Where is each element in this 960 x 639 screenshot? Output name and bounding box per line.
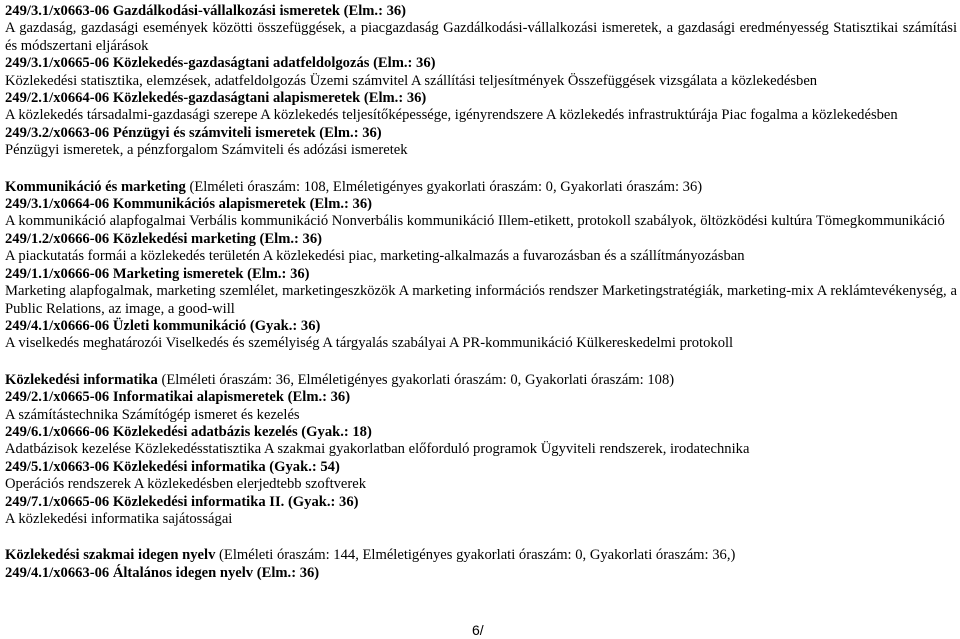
subject-description: A kommunikáció alapfogalmai Verbális kommunikáció Nonverbális kommunikáció Illem-etikett, protokoll szabályok, öltözködési kultúra Tömegkommunikáció [5, 213, 945, 230]
subject-heading: 249/3.1/x0663-06 Gazdálkodási-vállalkozási ismeretek (Elm.: 36) [5, 3, 407, 19]
subject-description: A piackutatás formái a közlekedés területén A közlekedési piac, marketing-alkalmazás a fuvarozásban és a szállítmányozásban [5, 248, 745, 265]
subject-description: A viselkedés meghatározói Viselkedés és személyiség A tárgyalás szabályai A PR-kommunikáció Külkereskedelmi protokoll [5, 335, 734, 352]
module-hours: (Elméleti óraszám: 36, Elméletigényes gyakorlati óraszám: 0, Gyakorlati óraszám: 108) [157, 371, 675, 388]
subject-heading: 249/1.1/x0666-06 Marketing ismeretek (Elm.: 36) [5, 265, 310, 282]
subject-heading: 249/7.1/x0665-06 Közlekedési informatika II. (Gyak.: 36) [5, 493, 359, 510]
subject-description: A gazdaság, gazdasági események közötti összefüggések, a piacgazdaság Gazdálkodási-vállalkozási ismeretek, a gazdasági eredményesség Statisztikai számítási és módszertani eljárások [5, 20, 957, 54]
module-hours: (Elméleti óraszám: 144, Elméletigényes gyakorlati óraszám: 0, Gyakorlati óraszám: 36,) [215, 547, 736, 564]
subject-description: Közlekedési statisztika, elemzések, adatfeldolgozás Üzemi számvitel A szállítási teljesítmények Összefüggések vizsgálata a közlekedésben [5, 72, 818, 89]
document-body [5, 3, 957, 582]
subject-heading: 249/3.2/x0663-06 Pénzügyi és számviteli ismeretek (Elm.: 36) [5, 124, 382, 141]
subject-description: Operációs rendszerek A közlekedésben elerjedtebb szoftverek [5, 476, 367, 493]
subject-heading: 249/4.1/x0663-06 Általános idegen nyelv (Elm.: 36) [5, 564, 320, 581]
module-heading [5, 547, 957, 564]
module-title: Kommunikáció és marketing [5, 178, 186, 195]
section-spacer [5, 160, 957, 179]
subject-heading: 249/1.2/x0666-06 Közlekedési marketing (Elm.: 36) [5, 230, 322, 247]
subject-description: A közlekedési informatika sajátosságai [5, 510, 233, 527]
subject-heading: 249/3.1/x0664-06 Kommunikációs alapismeretek (Elm.: 36) [5, 196, 372, 213]
subject-description: Pénzügyi ismeretek, a pénzforgalom Számviteli és adózási ismeretek [5, 142, 408, 159]
section-spacer [5, 353, 957, 372]
subject-description: A közlekedés társadalmi-gazdasági szerepe A közlekedés teljesítőképessége, igényrendszere A közlekedés infrastruktúrája Piac fogalma a közlekedésben [5, 107, 898, 124]
subject-heading: 249/2.1/x0665-06 Informatikai alapismeretek (Elm.: 36) [5, 389, 351, 406]
module-hours: (Elméleti óraszám: 108, Elméletigényes gyakorlati óraszám: 0, Gyakorlati óraszám: 36) [185, 178, 703, 195]
subject-heading: 249/3.1/x0665-06 Közlekedés-gazdaságtani adatfeldolgozás (Elm.: 36) [5, 55, 436, 72]
module-title: Közlekedési szakmai idegen nyelv [5, 547, 216, 564]
section-spacer [5, 528, 957, 547]
subject-description: A számítástechnika Számítógép ismeret és kezelés [5, 406, 300, 423]
module-heading [5, 372, 957, 389]
subject-description: Marketing alapfogalmak, marketing szemlélet, marketingeszközök A marketing információs rendszer Marketingstratégiák, marketing-mix A reklámtevékenység, a Public Relations, az image, a good-will [5, 283, 957, 317]
module-heading [5, 179, 957, 196]
subject-description: Adatbázisok kezelése Közlekedésstatisztika A szakmai gyakorlatban előforduló programok Ügyviteli rendszerek, irodatechnika [5, 441, 750, 458]
module-title: Közlekedési informatika [5, 371, 158, 388]
subject-heading: 249/2.1/x0664-06 Közlekedés-gazdaságtani alapismeretek (Elm.: 36) [5, 90, 427, 107]
subject-heading: 249/5.1/x0663-06 Közlekedési informatika (Gyak.: 54) [5, 458, 340, 475]
subject-heading: 249/4.1/x0666-06 Üzleti kommunikáció (Gyak.: 36) [5, 317, 321, 334]
page-number: 6/ [472, 622, 484, 638]
subject-heading: 249/6.1/x0666-06 Közlekedési adatbázis kezelés (Gyak.: 18) [5, 423, 372, 440]
